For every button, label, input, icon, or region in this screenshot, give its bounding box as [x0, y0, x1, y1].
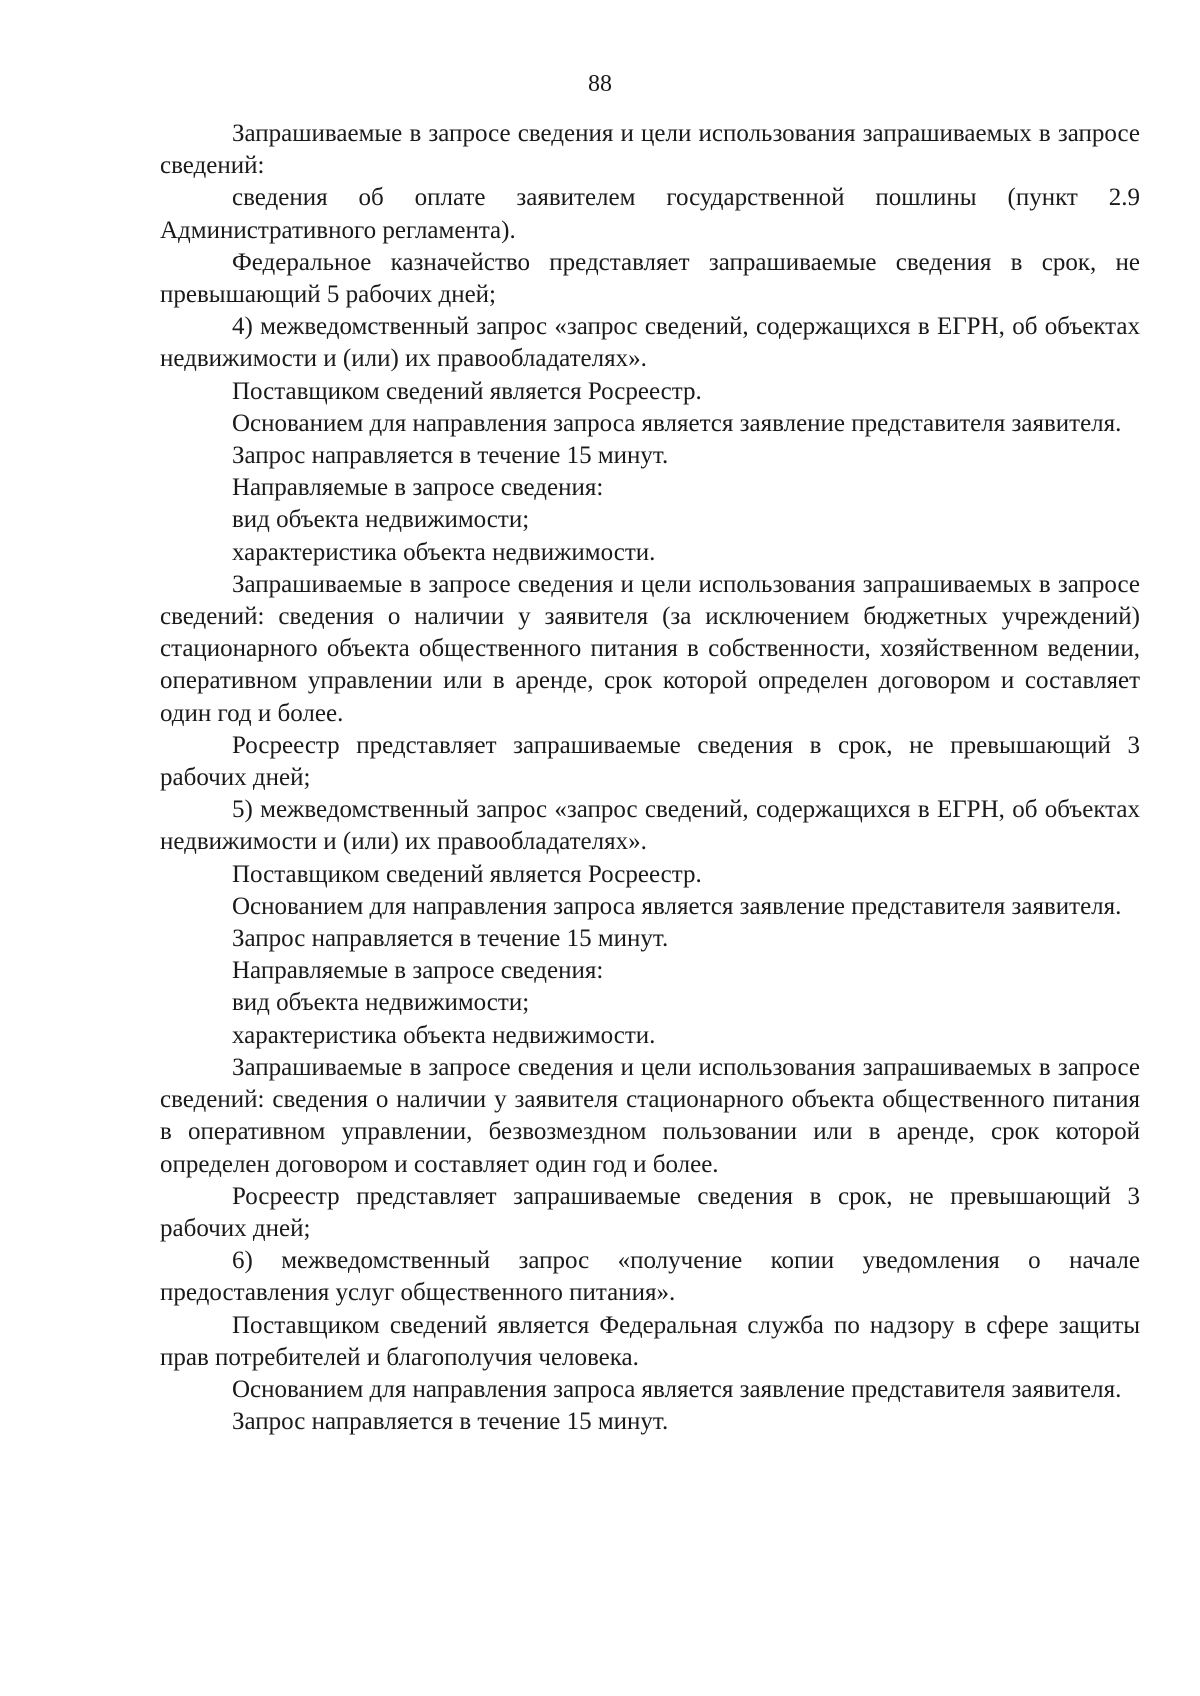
paragraph: 5) межведомственный запрос «запрос сведений, содержащихся в ЕГРН, об объектах недвижимости и (или) их правообладателях».: [160, 796, 1140, 856]
paragraph: Основанием для направления запроса является заявление представителя заявителя.: [232, 892, 1122, 920]
paragraph: Росреестр представляет запрашиваемые сведения в срок, не превышающий 3 рабочих дней;: [160, 731, 1140, 792]
paragraph: Запрашиваемые в запросе сведения и цели использования запрашиваемых в запросе сведений: сведения о наличии у заявителя (за исключением бюджетных учреждений) стационарного объекта общественного питания в собственности, хозяйственном ведении, оперативном управлении или в аренде, срок которой определен договором и составляет один год и более.: [160, 570, 1140, 727]
paragraph: сведения об оплате заявителем государственной пошлины (пункт 2.9 Административного регламента).: [160, 184, 1140, 244]
paragraph: характеристика объекта недвижимости.: [232, 538, 656, 566]
paragraph: Росреестр представляет запрашиваемые сведения в срок, не превышающий 3 рабочих дней;: [160, 1182, 1140, 1242]
paragraph: Основанием для направления запроса является заявление представителя заявителя.: [232, 1375, 1122, 1403]
document-body: [160, 118, 1140, 1438]
paragraph: Поставщиком сведений является Росреестр.: [232, 377, 702, 405]
page-number: 88: [588, 71, 612, 97]
paragraph: Запрос направляется в течение 15 минут.: [232, 925, 669, 953]
paragraph: вид объекта недвижимости;: [232, 506, 530, 534]
paragraph: характеристика объекта недвижимости.: [232, 1021, 656, 1049]
paragraph: Федеральное казначейство представляет запрашиваемые сведения в срок, не превышающий 5 рабочих дней;: [160, 248, 1140, 309]
paragraph: Запрос направляется в течение 15 минут.: [232, 442, 669, 470]
paragraph: Направляемые в запросе сведения:: [232, 957, 604, 985]
paragraph: Поставщиком сведений является Федеральная служба по надзору в сфере защиты прав потребителей и благополучия человека.: [160, 1311, 1140, 1371]
paragraph: 6) межведомственный запрос «получение копии уведомления о начале предоставления услуг общественного питания».: [160, 1247, 1140, 1307]
paragraph: Поставщиком сведений является Росреестр.: [232, 860, 702, 888]
paragraph: Направляемые в запросе сведения:: [232, 474, 604, 502]
paragraph: Запрашиваемые в запросе сведения и цели использования запрашиваемых в запросе сведений:: [160, 120, 1140, 180]
paragraph: вид объекта недвижимости;: [232, 989, 530, 1017]
paragraph: 4) межведомственный запрос «запрос сведений, содержащихся в ЕГРН, об объектах недвижимости и (или) их правообладателях».: [160, 313, 1140, 373]
paragraph: Запрашиваемые в запросе сведения и цели использования запрашиваемых в запросе сведений: сведения о наличии у заявителя стационарного объекта общественного питания в оперативном управлении, безвозмездном пользовании или в аренде, срок которой определен договором и составляет один год и более.: [160, 1053, 1140, 1178]
paragraph: Основанием для направления запроса является заявление представителя заявителя.: [232, 409, 1122, 437]
paragraph: Запрос направляется в течение 15 минут.: [232, 1408, 669, 1436]
